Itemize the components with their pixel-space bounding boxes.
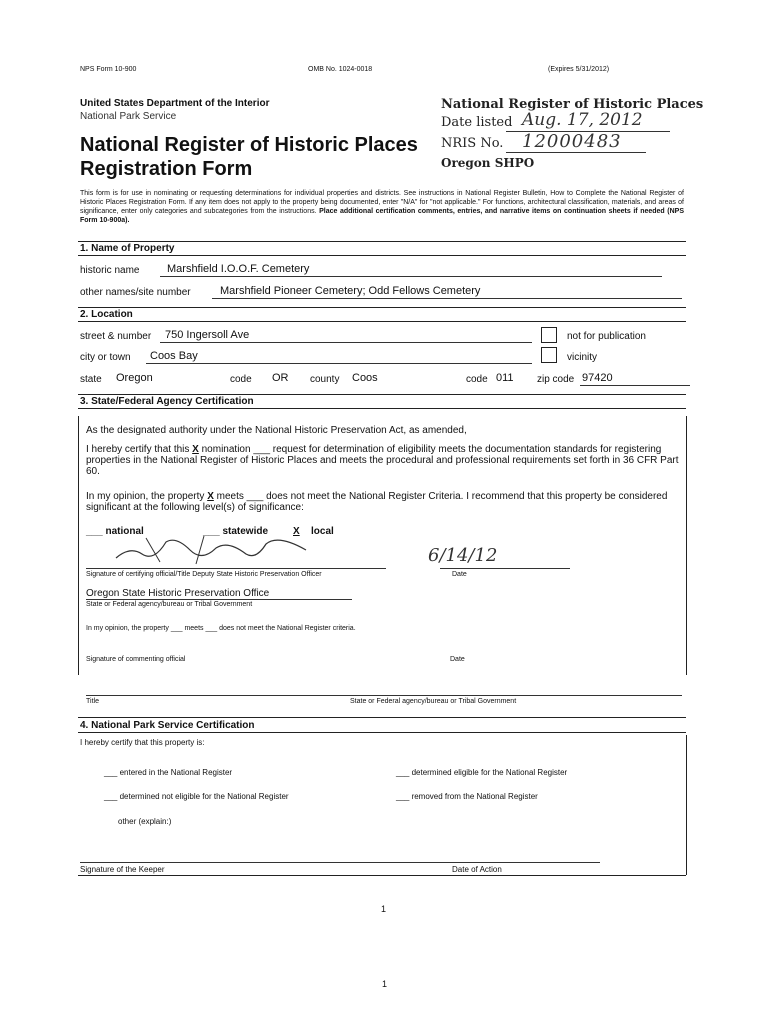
- expiration-date: (Expires 5/31/2012): [548, 66, 610, 73]
- state-value: Oregon: [116, 372, 153, 384]
- determined-eligible-option: ___ determined eligible for the National Register: [396, 768, 568, 777]
- state-code-label: code: [230, 374, 252, 385]
- removed-option: ___ removed from the National Register: [396, 792, 538, 801]
- stamp-nris-label: NRIS No.: [441, 136, 504, 151]
- page-number: 1: [381, 904, 387, 914]
- omb-number: OMB No. 1024-0018: [308, 66, 373, 73]
- commenting-official-label: Signature of commenting official: [86, 656, 186, 663]
- office-label: State or Federal agency/bureau or Tribal Government: [86, 601, 253, 608]
- stamp-office: Oregon SHPO: [441, 156, 535, 170]
- county-label: county: [310, 374, 340, 385]
- certifying-signature: [106, 532, 326, 568]
- level-national: ___ national: [86, 526, 144, 537]
- page-number-bottom: 1: [382, 979, 388, 989]
- not-for-publication-label: not for publication: [567, 331, 646, 342]
- certifying-signature-label: Signature of certifying official/Title Deputy State Historic Preservation Officer: [86, 571, 322, 578]
- state-label: state: [80, 374, 102, 385]
- form-title-line1: National Register of Historic Places: [80, 134, 418, 156]
- title-label: Title: [86, 698, 99, 705]
- not-eligible-option: ___ determined not eligible for the National Register: [104, 792, 289, 801]
- section-3-heading: 3. State/Federal Agency Certification: [80, 396, 254, 407]
- not-for-publication-checkbox[interactable]: [541, 327, 557, 343]
- county-code-value: 011: [496, 372, 514, 384]
- keeper-signature-label: Signature of the Keeper: [80, 865, 165, 874]
- level-statewide: ___ statewide: [203, 526, 269, 537]
- stamp-date-label: Date listed: [441, 115, 513, 130]
- historic-name-label: historic name: [80, 265, 140, 276]
- city-value: Coos Bay: [150, 350, 198, 362]
- commenting-date-label: Date: [450, 656, 465, 663]
- county-value: Coos: [352, 372, 378, 384]
- level-local: local: [311, 526, 334, 537]
- opinion-second: In my opinion, the property ___ meets ___ does not meet the National Register criteria.: [86, 625, 356, 632]
- section-1-heading: 1. Name of Property: [80, 243, 175, 254]
- state-code-value: OR: [272, 372, 289, 384]
- section-2-heading: 2. Location: [80, 309, 133, 320]
- form-number: NPS Form 10-900: [80, 66, 137, 73]
- service-name: National Park Service: [80, 111, 177, 122]
- city-label: city or town: [80, 352, 131, 363]
- vicinity-checkbox[interactable]: [541, 347, 557, 363]
- zip-label: zip code: [537, 374, 575, 385]
- nr-stamp-title: National Register of Historic Places: [441, 97, 704, 112]
- certifying-date-label: Date: [452, 571, 467, 578]
- street-value: 750 Ingersoll Ave: [165, 329, 250, 341]
- certifying-date-value: 6/14/12: [428, 545, 498, 566]
- zip-value: 97420: [582, 372, 613, 384]
- opinion-statement: In my opinion, the property X meets ___ does not meet the National Register Criteria. I recommend that this property be considered significant at the following level(s) of significance:: [86, 491, 668, 513]
- level-local-mark: X: [293, 526, 300, 537]
- form-title-line2: Registration Form: [80, 158, 253, 180]
- nps-certify-statement: I hereby certify that this property is:: [80, 738, 205, 747]
- other-names-value: Marshfield Pioneer Cemetery; Odd Fellows Cemetery: [220, 285, 481, 297]
- other-explain-label: other (explain:): [118, 817, 172, 826]
- date-of-action-label: Date of Action: [452, 865, 502, 874]
- authority-statement: As the designated authority under the National Historic Preservation Act, as amended,: [86, 425, 467, 436]
- certify-statement: I hereby certify that this X nomination ___ request for determination of eligibility meets the documentation standards for registering properties in the National Register of Historic Places and meets the procedural and professional requirements set forth in 36 CFR Part 60.: [86, 444, 679, 477]
- stamp-date-value: Aug. 17, 2012: [522, 110, 643, 130]
- agency-label: State or Federal agency/bureau or Tribal Government: [350, 698, 517, 705]
- street-label: street & number: [80, 331, 152, 342]
- county-code-label: code: [466, 374, 488, 385]
- department-name: United States Department of the Interior: [80, 98, 270, 109]
- historic-name-value: Marshfield I.O.O.F. Cemetery: [167, 263, 310, 275]
- section-4-heading: 4. National Park Service Certification: [80, 720, 255, 731]
- vicinity-label: vicinity: [567, 352, 598, 363]
- stamp-nris-value: 12000483: [522, 131, 622, 152]
- other-names-label: other names/site number: [80, 287, 191, 298]
- entered-option: ___ entered in the National Register: [104, 768, 233, 777]
- office-value: Oregon State Historic Preservation Office: [86, 588, 270, 599]
- intro-instructions: This form is for use in nominating or requesting determinations for individual properties and districts. See instructions in National Register Bulletin, How to Complete the National Register of Historic Places Registration Form. If any item does not apply to the property being documented, enter "N/A" for "not applicable." For functions, architectural classification, materials, and areas of significance, enter only categories and subcategories from the instructions. Place additional certification comments, entries, and narrative items on continuation sheets if needed (NPS Form 10-900a).: [80, 190, 684, 224]
